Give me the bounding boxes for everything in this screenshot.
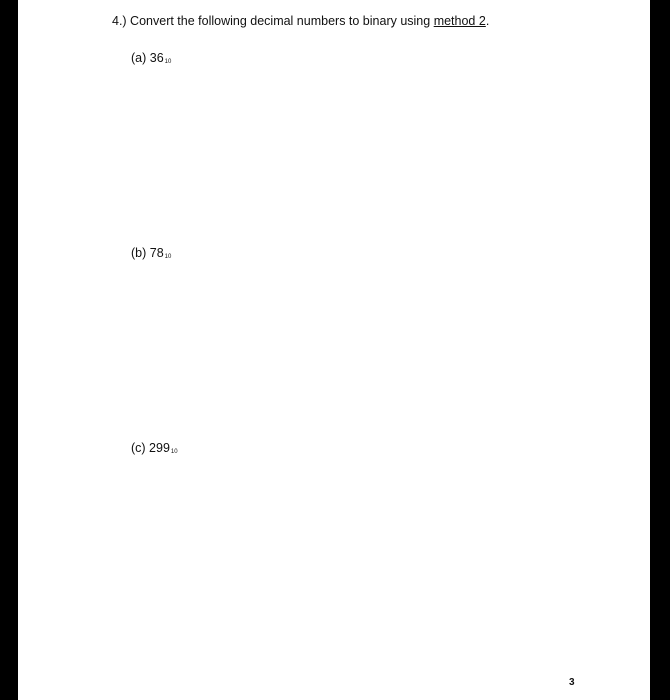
part-b-label: (b) 78	[131, 246, 164, 260]
part-a	[131, 51, 171, 65]
part-c-base: 10	[170, 449, 178, 455]
part-b-base: 10	[164, 254, 172, 260]
question-prefix: 4.) Convert the following decimal numbers to binary using	[112, 14, 434, 28]
part-b	[131, 246, 171, 260]
part-a-base: 10	[164, 59, 172, 65]
part-c	[131, 441, 178, 455]
question-suffix: .	[485, 14, 490, 28]
document-page	[18, 0, 650, 700]
page-number: 3	[569, 677, 575, 688]
part-c-label: (c) 299	[131, 441, 170, 455]
question-text	[112, 14, 489, 28]
part-a-label: (a) 36	[131, 51, 164, 65]
method-link-text: method 2	[433, 14, 486, 28]
